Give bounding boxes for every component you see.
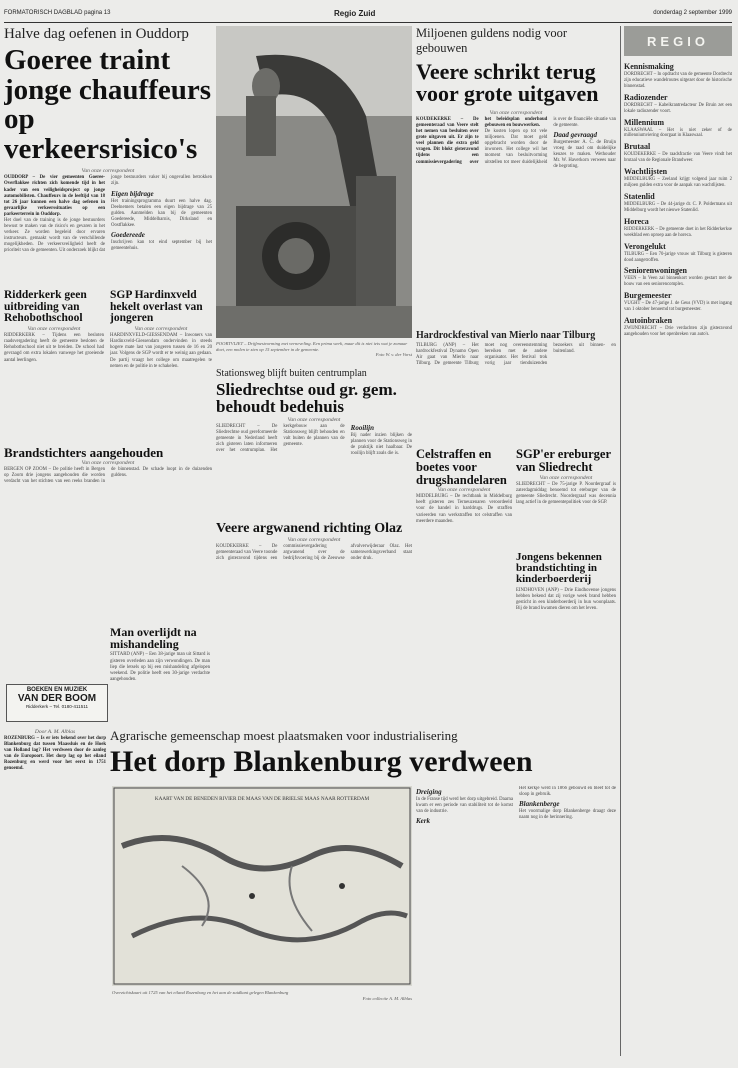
hardrock-kicker: Hardrockfestival van Mierlo naar Tilburg bbox=[416, 330, 596, 341]
hardrock-body: TILBURG (ANP) – Het hardrockfestival Dynamo Open Air gaat van Mierlo naar Tilburg. De gemeente Tilburg moet nog overeenstemming bereiken met de andere organisator. Het festival trok vorig jaar tienduizenden bezoekers uit binnen- en buitenland. bbox=[416, 343, 616, 367]
header-date: donderdag 2 september 1999 bbox=[653, 10, 732, 16]
blankenburg-rightcols bbox=[416, 786, 616, 1052]
sidebar-divider bbox=[620, 26, 621, 1056]
machinery-photo-image bbox=[216, 26, 412, 338]
veere-article bbox=[416, 26, 616, 326]
header-section: Regio Zuid bbox=[334, 9, 376, 18]
sidebar-brief bbox=[624, 217, 732, 239]
blankenburg-kicker: Agrarische gemeenschap moest plaatsmaken voor industrialisering bbox=[110, 728, 458, 743]
regio-title: REGIO bbox=[647, 33, 709, 49]
sidebar-brief-title: Millennium bbox=[624, 117, 665, 127]
sidebar-brief bbox=[624, 316, 732, 338]
olaz-headline: Veere argwanend richting Olaz bbox=[216, 522, 403, 536]
celstraffen-headline: Celstraffen en boetes voor drugshandelaren bbox=[416, 448, 507, 487]
sgp-byline: Van onze correspondent bbox=[134, 326, 188, 333]
sidebar-brief-title: Horeca bbox=[624, 216, 649, 226]
blankenburg-caption-block bbox=[112, 990, 412, 1006]
sidebar-brief-title: Wachtlijsten bbox=[624, 167, 668, 177]
sidebar-brief bbox=[624, 62, 732, 90]
lead-article bbox=[4, 26, 212, 286]
sidebar-brief-title: Autoinbraken bbox=[624, 316, 673, 326]
blankenburg-body: ROZENBURG – Is er iets bekend over het dorp Blankenburg dat tussen Maassluis en de Hoek van Holland lag? Het verdween door de aanleg van de Europoort. Het dorp lag op het eiland Rozenburg en werd voor het eerst in 1751 genoemd. bbox=[4, 736, 106, 772]
jongens-headline: Jongens bekennen brandstichting in kinderboerderij bbox=[516, 552, 602, 586]
stations-body: SLIEDRECHT – De Sliedrechtse oud gereformeerde gemeente in Nederland heeft zich gisteren laten informeren over het centrumplan. Het kerkgebouw aan de Stationsweg blijft behouden en valt buiten de plannen van de gemeente. bbox=[216, 423, 345, 454]
veere-kicker: Miljoenen guldens nodig voor gebouwen bbox=[416, 26, 568, 55]
sidebar-brief bbox=[624, 93, 732, 115]
ridderkerk-article bbox=[4, 290, 104, 442]
celstraffen-body: MIDDELBURG – De rechtbank in Middelburg heeft gisteren zes Terneuzenaren veroordeeld voor de handel in harddrugs. De straffen varieerden van werkstraffen tot celstraffen van meerdere maanden. bbox=[416, 494, 512, 524]
sidebar-brief-title: Kennismaking bbox=[624, 62, 674, 71]
olaz-article bbox=[216, 522, 412, 626]
ridderkerk-headline: Ridderkerk geen uitbreiding van Rehobothschool bbox=[4, 290, 87, 325]
sidebar-brief-title: Burgemeester bbox=[624, 291, 672, 301]
photo1-credit: Foto W. v. der Vorst bbox=[375, 352, 412, 358]
lead-byline: Van onze correspondent bbox=[81, 168, 135, 175]
lead-kicker: Halve dag oefenen in Ouddorp bbox=[4, 26, 189, 42]
veere-headline: Veere schrikt terug voor grote uitgaven bbox=[416, 59, 599, 107]
sgpeer-article bbox=[516, 448, 616, 548]
blankenburg-sub2: Kerk bbox=[416, 817, 430, 826]
sidebar-brief bbox=[624, 192, 732, 214]
blankenburg-sub1: Dreiging bbox=[416, 788, 442, 796]
overlijden-article bbox=[110, 626, 210, 722]
sgp-headline: SGP Hardinxveld hekelt overlast van jongeren bbox=[110, 290, 203, 325]
blankenburg-leftcol bbox=[4, 728, 106, 1048]
sidebar-list bbox=[624, 62, 732, 338]
sidebar-brief-text: VUGHT – De 47-jarige J. de Geus (VVD) is met ingang van 1 oktober benoemd tot burgemeester. bbox=[624, 301, 732, 313]
veere-body2: Burgemeester A. C. de Bruijn vroeg de raad om duidelijke keuzes te maken. Wethouder Mr. W. Haverkorn verwees naar de begroting. bbox=[553, 140, 616, 170]
page-header bbox=[4, 10, 732, 20]
sgpeer-byline: Van onze correspondent bbox=[539, 474, 593, 481]
veere-body: De kosten lopen op tot vele miljoenen. Dat moet geld opgebracht worden door de inwoners. Het college wil het moment van besluitvorming uitstellen tot meer duidelijkheid is over de financiële situatie van de gemeente. bbox=[484, 116, 616, 165]
sidebar-brief-text: DORDRECHT – In opdracht van de gemeente Dordrecht zijn educatieve wandelroutes uitgezet door de historische binnenstad. bbox=[624, 72, 732, 89]
ridderkerk-body: RIDDERKERK – Tijdens een besloten raadsvergadering heeft de gemeente besloten de Rehobothschool niet uit te breiden. De school had gevraagd om extra lokalen vanwege het groeiende aantal leerlingen. bbox=[4, 333, 104, 363]
blankenburg-body4: Het voormalige dorp Blankenberge draagt deze naam nog in de herinnering. bbox=[519, 809, 616, 821]
sidebar-brief-text: MIDDELBURG – De 44-jarige dr. C. P. Poldermans uit Middelburg wordt het nieuwe Statenlid. bbox=[624, 201, 732, 213]
blankenburg-caption: Overzichtskaart uit 1725 van het eiland Rozenburg en het aan de zuidkant gelegen Blankenburg bbox=[112, 990, 289, 995]
photo1-caption-block bbox=[216, 341, 412, 363]
stations-body2: Bij nader inzien blijken de plannen voor de Stationsweg in de praktijk niet haalbaar. De rooilijn blijft zoals die is. bbox=[350, 432, 412, 456]
stations-sub: Rooilijn bbox=[350, 423, 374, 432]
sidebar-brief bbox=[624, 266, 732, 288]
map-title: KAART VAN DE BENEDEN RIVIER DE MAAS VAN DE BRIELSE MAAS NAAR ROTTERDAM bbox=[154, 796, 370, 802]
stations-headline: Sliedrechtse oud gr. gem. behoudt bedehuis bbox=[216, 380, 397, 417]
sgp-article bbox=[110, 290, 212, 442]
lead-headline: Goeree traint jonge chauffeurs op verkeersrisico's bbox=[4, 44, 212, 165]
sidebar-brief-text: VEEN – In Veen zal binnenkort worden gestart met de bouw van een seniorencomplex. bbox=[624, 276, 732, 288]
sgpeer-body: SLIEDRECHT – De 75-jarige P. Noordergraaf is zaterdagmiddag benoemd tot ereburger van de gemeente Sliedrecht. Noordergraaf was decennia lang actief in de gemeentepolitiek voor de SGP. bbox=[516, 481, 616, 505]
ad-line3: Ridderkerk – Tel. 0180-411511 bbox=[25, 704, 89, 709]
ridderkerk-byline: Van onze correspondent bbox=[27, 326, 81, 333]
blankenburg-body3: Het kerkje werd in 1866 gebouwd en bleef tot de sloop in gebruik. bbox=[519, 786, 616, 798]
stations-byline: Van onze correspondent bbox=[287, 416, 341, 423]
regio-sidebar bbox=[624, 26, 732, 1056]
lead-photo bbox=[216, 26, 412, 338]
map-illustration bbox=[112, 786, 412, 986]
lead-body2: Het trainingsprogramma duurt een halve dag. Deelnemers betalen een eigen bijdrage van 25 gulden. Aanmelden kan bij de gemeenten Goedereede, Middelharnis, Dirksland en Oostflakkee. bbox=[111, 198, 212, 228]
sidebar-brief-title: Brutaal bbox=[624, 142, 651, 152]
sidebar-brief bbox=[624, 142, 732, 164]
sidebar-brief bbox=[624, 291, 732, 313]
sidebar-brief-text: TILBURG – Een 70-jarige vrouw uit Tilburg is gisteren dood aangetroffen. bbox=[624, 251, 732, 263]
overlijden-headline: Man overlijdt na mishandeling bbox=[110, 626, 197, 652]
sidebar-brief-text: MIDDELBURG – Zeeland krijgt volgend jaar ruim 2 miljoen gulden extra voor de aanpak van wachtlijsten. bbox=[624, 177, 732, 189]
sidebar-brief-title: Radiozender bbox=[624, 92, 668, 102]
sidebar-brief-text: RIDDERKERK – De gemeente doet in het Ridderkerkse weekblad een oproep aan de horeca. bbox=[624, 226, 732, 238]
jongens-article bbox=[516, 552, 616, 652]
lead-body: Het doel van de training is de jonge bestuurders bewust te maken van de risico's en gevaren in het verkeer. Ze worden begeleid door ervaren instructeurs. gemaakt wordt van de verschillende mogelijkheden. De verkeersveiligheid heeft de prioriteit van de gemeenten. Uit onderzoek blijkt dat jonge bestuurders vaker bij ongevallen betrokken zijn. bbox=[4, 175, 212, 254]
stations-kicker: Stationsweg blijft buiten centrumplan bbox=[216, 368, 367, 379]
overlijden-body: SITTARD (ANP) – Een 38-jarige man uit Sittard is gisteren overleden aan zijn verwondingen. De man liep die letsels op bij een mishandeling afgelopen weekend. De politie heeft een 30-jarige verdachte aangehouden. bbox=[110, 652, 210, 682]
stations-article bbox=[216, 368, 412, 518]
jongens-body: EINDHOVEN (ANP) – Drie Eindhovense jongens hebben bekend dat zij vorige week brand hebben gesticht in een kinderboerderij in hun woonplaats. Bij de brand kwamen dieren om het leven. bbox=[516, 587, 616, 611]
blankenburg-credit: Foto collectie A. M. Alblas bbox=[362, 995, 412, 1001]
regio-banner bbox=[624, 26, 732, 56]
sgp-body: HARDINXVELD-GIESSENDAM – Inwoners van Hardinxveld-Giessendam ondervinden in steeds hogere mate last van jongeren tussen de 16 en 20 jaar. Volgens de SGP wordt er te weinig aan gedaan. De partij vraagt het college om maatregelen te nemen en de politie in te schakelen. bbox=[110, 333, 212, 369]
sidebar-brief-text: DORDRECHT – Kabelkrantredacteur De Bruin zet een lokale radiozender voort. bbox=[624, 102, 732, 114]
sidebar-brief bbox=[624, 167, 732, 189]
blankenburg-byline: Door A. M. Alblas bbox=[34, 729, 76, 735]
brand-headline: Brandstichters aangehouden bbox=[4, 446, 164, 460]
blankenburg-sub3: Blankenberge bbox=[519, 800, 560, 809]
lead-intro: OUDDORP – De vier gemeenten Goeree-Overflakkee richten zich komende tijd in het kader van een veiligheidsproject op jonge automobilisten. Chauffeurs in de leeftijd van 18 tot 26 jaar kunnen een halve dag oefenen in gevaarlijke verkeerssituaties op een parkeerterrein in Ouddorp. bbox=[4, 175, 105, 217]
brand-byline: Van onze correspondent bbox=[81, 460, 135, 467]
sgpeer-headline: SGP'er ereburger van Sliedrecht bbox=[516, 448, 611, 474]
brand-body: BERGEN OP ZOOM – De politie heeft in Bergen op Zoom drie jongens aangehouden die worden verdacht van het stichten van een reeks branden in de binnenstad. De schade loopt in de duizenden guldens. bbox=[4, 467, 212, 485]
sidebar-brief-title: Verongelukt bbox=[624, 241, 666, 251]
veere-intro: KOUDEKERKE – De gemeenteraad van Veere stelt het nemen van besluiten over grote uitgaven uit. Er zijn te veel plannen die extra geld vragen. Dit blokt gisteravond tijdens een commissievergadering over het beleidsplan onderhoud gebouwen en bouwwerken. bbox=[416, 116, 548, 165]
celstraffen-byline: Van onze correspondent bbox=[437, 487, 491, 494]
lead-sub2: Goedereede bbox=[111, 230, 145, 239]
lead-body3: Inschrijven kan tot eind september bij het gemeentehuis. bbox=[111, 239, 212, 252]
ad-line1: BOEKEN EN MUZIEK bbox=[26, 687, 88, 693]
header-left: FORMATORISCH DAGBLAD pagina 13 bbox=[4, 10, 111, 16]
blankenburg-map bbox=[112, 786, 412, 986]
veere-sub: Daad gevraagd bbox=[553, 131, 598, 140]
blankenburg-headline: Het dorp Blankenburg verdween bbox=[110, 745, 533, 778]
sidebar-brief-text: ZWIJNDRECHT – Drie verdachten zijn gisteravond aangehouden voor het openbreken van auto's. bbox=[624, 326, 732, 337]
celstraffen-article bbox=[416, 448, 512, 623]
olaz-body: KOUDEKERKE – De gemeenteraad van Veere toonde zich gisteravond tijdens een commissievergadering argwanend over de bedrijfsvoering bij de Zeeuwse afvalverwijderaar Olaz. Het samenwerkingsverband staat onder druk. bbox=[216, 544, 412, 562]
photo1-caption: POORTVLIET – Drijfmestvorming met verneveling. Een prima werk, maar dit is niet iets wat je zomaar doet, een molen te zien op 15 september in de gemeente. bbox=[216, 341, 408, 352]
header-rule bbox=[4, 22, 732, 23]
sidebar-brief-text: KLAASWAAL – Het is niet zeker of de millenniumviering doorgaat in Klaaswaal. bbox=[624, 127, 732, 139]
ad-line2: VAN DER BOOM bbox=[17, 693, 97, 704]
sidebar-brief bbox=[624, 118, 732, 140]
brand-article bbox=[4, 446, 212, 626]
ad-van-der-boom bbox=[6, 684, 108, 722]
lead-sub1: Eigen bijdrage bbox=[111, 189, 154, 198]
sidebar-brief-title: Seniorenwoningen bbox=[624, 266, 687, 276]
hardrock-article bbox=[416, 330, 616, 440]
sidebar-brief-title: Statenlid bbox=[624, 191, 655, 201]
olaz-byline: Van onze correspondent bbox=[287, 537, 341, 544]
blankenburg-body2: In de Franse tijd werd het dorp uitgebreid. Daarna kwam er een periode van stabiliteit tot de komst van de industrie. bbox=[416, 797, 513, 815]
sidebar-brief-text: KOUDEKERKE – De raadsfractie van Veere vindt het brutaal van de Regionale Brandweer. bbox=[624, 152, 732, 164]
sidebar-brief bbox=[624, 242, 732, 264]
veere-byline: Van onze correspondent bbox=[489, 109, 543, 116]
